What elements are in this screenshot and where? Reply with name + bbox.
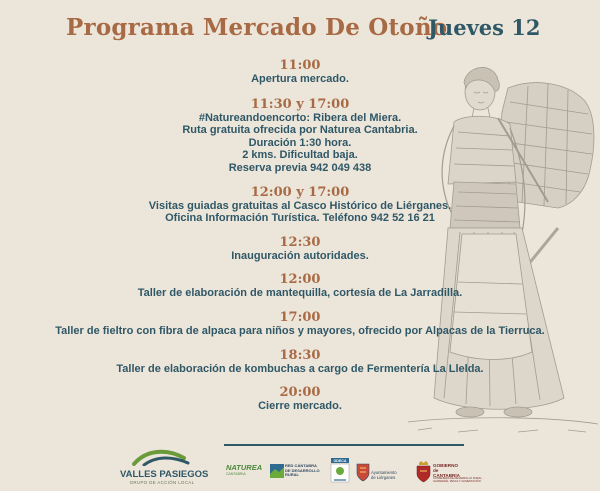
event-description: Ruta gratuita ofrecida por Naturea Cantabria. [182,124,418,137]
ayuntamiento-lierganes-logo [356,458,402,488]
event-description: #Natureandoencorto: Ribera del Miera. [198,111,402,124]
event-time: 17:00 [279,309,321,325]
red-cantabra-logo [270,463,328,481]
gobierno-text: GOBIERNO de CANTABRIA [433,463,460,479]
page-title: Programa Mercado De Otoño [66,14,448,41]
red-rural-icon [270,464,284,478]
event-description: Duración 1:30 hora. [248,136,352,149]
naturea-subtitle: CANTABRIA [226,472,246,476]
event-time: 20:00 [279,385,321,401]
footer-divider [224,444,464,446]
crown-shield-icon [416,461,431,483]
event-description: 2 kms. Dificultad baja. [242,149,358,162]
schedule-item [0,97,600,175]
event-description: Visitas guiadas gratuitas al Casco Histórico de Liérganes. [148,199,452,212]
schedule-item [0,185,600,225]
day-label: Jueves 12 [428,15,541,40]
naturea-logo [226,464,266,476]
schedule-item [0,385,600,413]
odeca-icon [330,458,350,484]
valles-name: VALLES PASIEGOS [120,469,209,480]
sponsor-logos [0,448,600,491]
schedule-item [0,235,600,263]
header [0,14,600,48]
event-description: Taller de elaboración de kombuchas a cargo de Fermentería La Llelda. [116,362,484,375]
gobierno-department: CONSEJERÍA DE DESARROLLO RURAL, GANADERÍA, PESCA Y ALIMENTACIÓN [433,477,483,483]
event-description: Taller de elaboración de mantequilla, cortesía de La Jarradilla. [137,287,463,300]
gobierno-cantabria-logo [416,458,483,490]
event-time: 11:00 [279,58,321,73]
naturea-name: NATUREA [226,463,263,472]
schedule [0,58,600,413]
valles-subtitle: GRUPO DE ACCIÓN LOCAL [129,480,195,485]
event-description: Inauguración autoridades. [231,249,369,262]
schedule-item [0,58,600,86]
event-description: Oficina Información Turística. Teléfono 942 52 16 21 [165,212,435,225]
event-time: 12:00 y 17:00 [250,184,350,200]
event-description: Reserva previa 942 049 438 [228,161,372,174]
valles-pasiegos-logo [120,448,209,488]
event-description: Cierre mercado. [258,400,342,413]
event-description: Apertura mercado. [251,73,349,85]
event-time: 12:00 [279,272,321,288]
schedule-item [0,310,600,338]
schedule-item [0,272,600,300]
hills-icon [120,448,204,466]
schedule-item [0,348,600,376]
event-time: 11:30 y 17:00 [250,96,350,112]
svg-text:ODECA: ODECA [333,459,347,463]
event-time: 12:30 [279,234,321,250]
odeca-logo [330,458,350,484]
coat-of-arms-icon [356,462,370,482]
event-description: Taller de fieltro con fibra de alpaca para niños y mayores, ofrecido por Alpacas de la Tierruca. [55,324,545,337]
event-time: 18:30 [279,347,321,363]
ayuntamiento-text: Ayuntamiento de Liérganes [371,470,397,480]
red-cantabra-text: RED CÁNTABRA DE DESARROLLO RURAL [285,463,320,478]
